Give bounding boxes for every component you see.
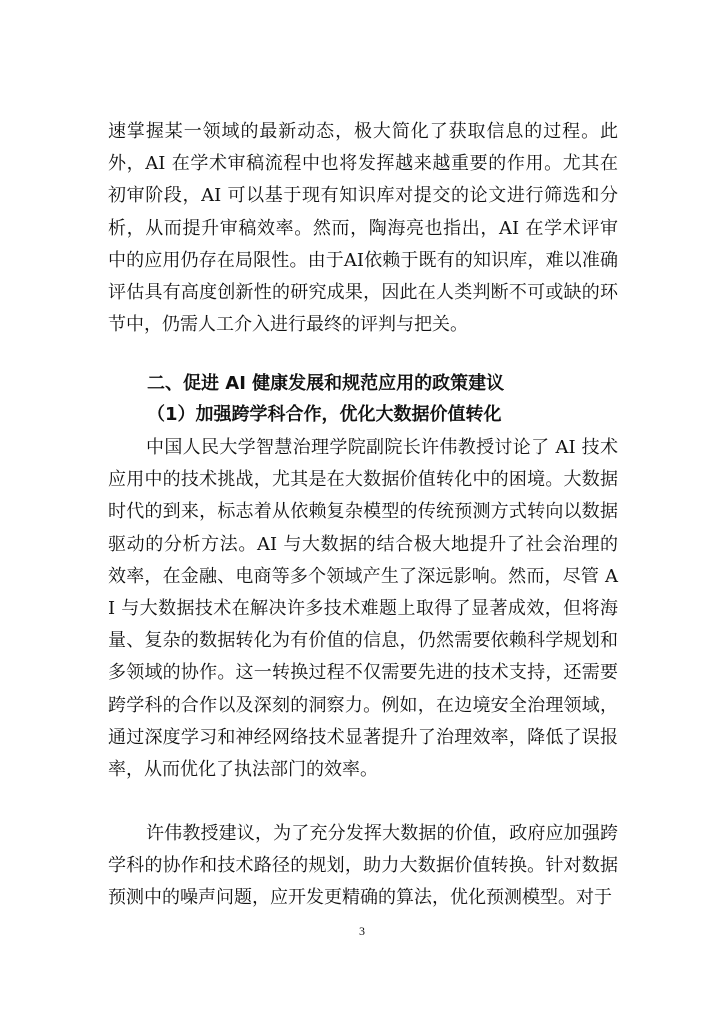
- section-heading: 二、促进 AI 健康发展和规范应用的政策建议: [147, 373, 505, 394]
- body-paragraph: 中国人民大学智慧治理学院副院长许伟教授讨论了 AI 技术应用中的技术挑战，尤其是在大数据价值转化中的困境。大数据时代的到来，标志着从依赖复杂模型的传统预测方式转向以数据驱动的分析方法。AI 与大数据的结合极大地提升了社会治理的效率，在金融、电商等多个领域产生了深远影响。然而，尽管 AI 与大数据技术在解决许多技术难题上取得了显著成效，但将海量、复杂的数据转化为有价值的信息，仍然需要依赖科学规划和多领域的协作。这一转换过程不仅需要先进的技术支持，还需要跨学科的合作以及深刻的洞察力。例如，在边境安全治理领域，通过深度学习和神经网络技术显著提升了治理效率，降低了误报率，从而优化了执法部门的效率。: [108, 437, 618, 781]
- page-number: 3: [359, 924, 365, 938]
- body-paragraph: 许伟教授建议，为了充分发挥大数据的价值，政府应加强跨学科的协作和技术路径的规划，助力大数据价值转换。针对数据预测中的噪声问题，应开发更精确的算法，优化预测模型。对于: [108, 823, 618, 909]
- body-paragraph: 速掌握某一领域的最新动态，极大简化了获取信息的过程。此外，AI 在学术审稿流程中也将发挥越来越重要的作用。尤其在初审阶段，AI 可以基于现有知识库对提交的论文进行筛选和分析，从而提升审稿效率。然而，陶海亮也指出，AI 在学术评审中的应用仍存在局限性。由于AI依赖于既有的知识库，难以准确评估具有高度创新性的研究成果，因此在人类判断不可或缺的环节中，仍需人工介入进行最终的评判与把关。: [108, 121, 618, 336]
- subsection-heading: （1）加强跨学科合作，优化大数据价值转化: [147, 404, 502, 425]
